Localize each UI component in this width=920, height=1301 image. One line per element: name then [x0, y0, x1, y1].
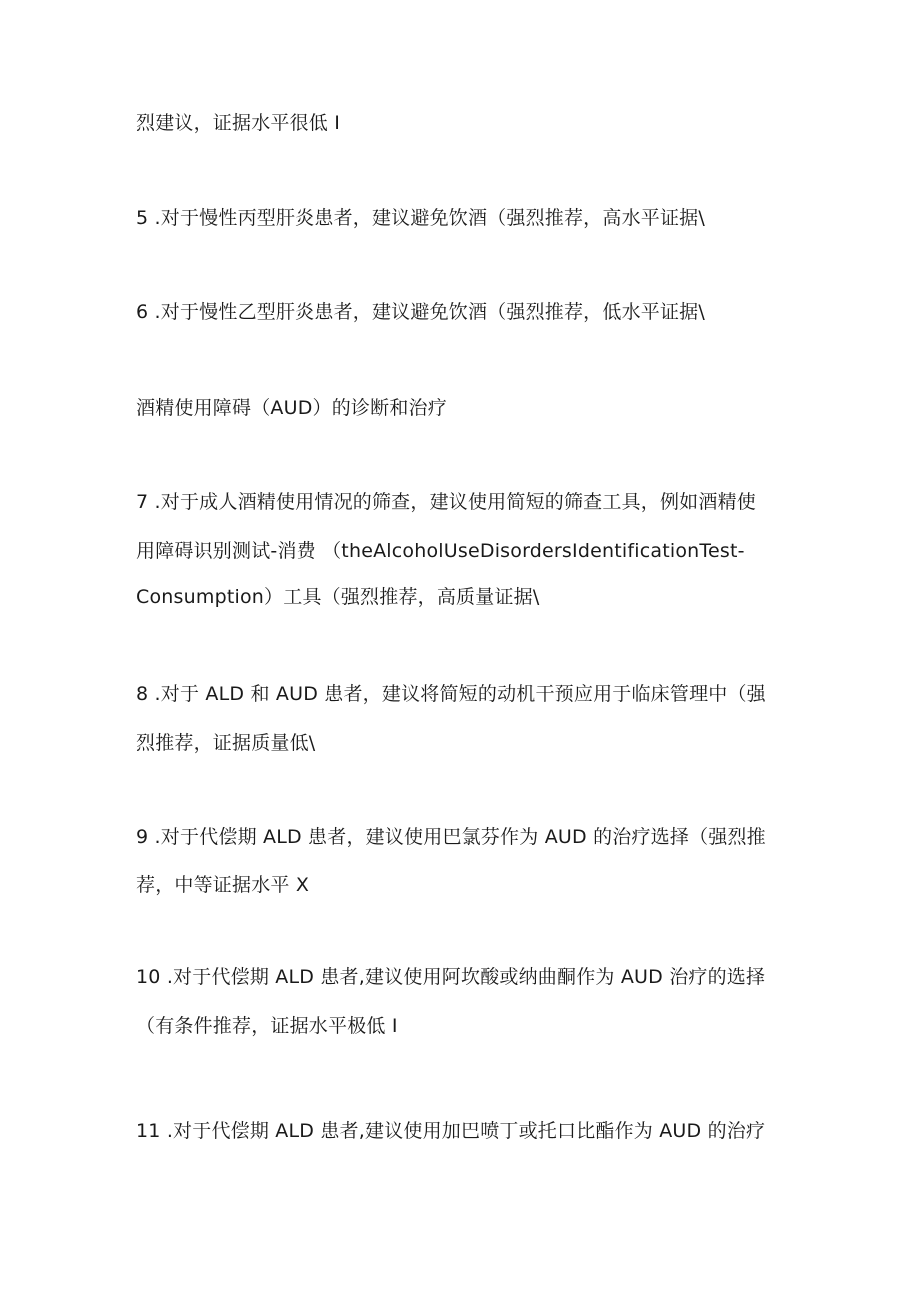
text-line: Consumption）工具（强烈推荐，高质量证据\	[136, 586, 540, 608]
text-line: 荐，中等证据水平 X	[136, 874, 310, 896]
text-line: 10 .对于代偿期 ALD 患者,建议使用阿坎酸或纳曲酮作为 AUD 治疗的选择	[136, 966, 766, 988]
text-line: 用障碍识别测试-消费 （theAlcoholUseDisordersIdentificationTest-	[136, 540, 745, 562]
text-line: 烈建议，证据水平很低 I	[136, 112, 341, 134]
text-line: （有条件推荐，证据水平极低 I	[136, 1015, 398, 1037]
heading-text: 酒精使用障碍（AUD）的诊断和治疗	[136, 397, 447, 419]
text-line: 5 .对于慢性丙型肝炎患者，建议避免饮酒（强烈推荐，高水平证据\	[136, 207, 705, 229]
text-line: 9 .对于代偿期 ALD 患者，建议使用巴氯芬作为 AUD 的治疗选择（强烈推	[136, 826, 766, 848]
text-line: 7 .对于成人酒精使用情况的筛查，建议使用简短的筛查工具，例如酒精使	[136, 491, 756, 513]
text-line: 烈推荐，证据质量低\	[136, 732, 316, 754]
text-line: 11 .对于代偿期 ALD 患者,建议使用加巴喷丁或托口比酯作为 AUD 的治疗	[136, 1120, 766, 1142]
text-line: 8 .对于 ALD 和 AUD 患者，建议将简短的动机干预应用于临床管理中（强	[136, 683, 766, 705]
text-line: 6 .对于慢性乙型肝炎患者，建议避免饮酒（强烈推荐，低水平证据\	[136, 301, 705, 323]
